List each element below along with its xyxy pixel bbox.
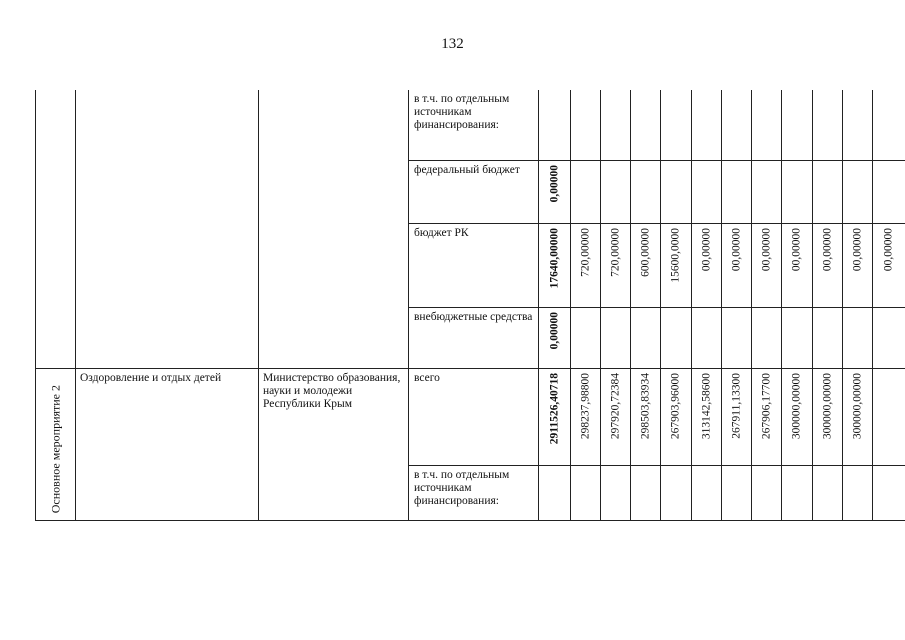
value-cell: 17640,00000 bbox=[539, 223, 571, 307]
value-cell bbox=[813, 465, 843, 520]
value-cell bbox=[571, 90, 601, 160]
value-cell bbox=[631, 307, 661, 368]
value-cell bbox=[722, 90, 752, 160]
value-cell bbox=[752, 90, 782, 160]
value-cell: 00,00000 bbox=[752, 223, 782, 307]
value-cell bbox=[571, 307, 601, 368]
value-cell bbox=[571, 160, 601, 223]
value-cell bbox=[601, 160, 631, 223]
table-row bbox=[36, 90, 905, 160]
value-cell bbox=[843, 465, 873, 520]
value-cell bbox=[873, 160, 905, 223]
value-cell: 00,00000 bbox=[692, 223, 722, 307]
value-cell bbox=[873, 307, 905, 368]
value-cell bbox=[601, 90, 631, 160]
value-cell bbox=[601, 465, 631, 520]
value-cell: 00,00000 bbox=[782, 223, 813, 307]
value-cell bbox=[571, 465, 601, 520]
value-cell bbox=[692, 307, 722, 368]
event-name-cell-continued bbox=[76, 90, 259, 368]
value-cell bbox=[722, 160, 752, 223]
source-label: бюджет РК bbox=[409, 223, 539, 307]
value-cell bbox=[692, 90, 722, 160]
budget-table bbox=[35, 90, 905, 521]
value-cell bbox=[843, 307, 873, 368]
value-cell: 267906,17700 bbox=[752, 368, 782, 465]
value-cell: 300000,00000 bbox=[813, 368, 843, 465]
value-cell: 267903,96000 bbox=[661, 368, 692, 465]
value-cell: 600,00000 bbox=[631, 223, 661, 307]
value-cell bbox=[692, 465, 722, 520]
value-cell bbox=[661, 160, 692, 223]
source-label: всего bbox=[409, 368, 539, 465]
value-cell: 297920,72384 bbox=[601, 368, 631, 465]
value-cell: 720,00000 bbox=[601, 223, 631, 307]
value-cell: 0,00000 bbox=[539, 160, 571, 223]
event-name: Оздоровление и отдых детей bbox=[76, 368, 259, 520]
value-cell: 298503,83934 bbox=[631, 368, 661, 465]
value-cell: 00,00000 bbox=[873, 223, 905, 307]
value-cell bbox=[601, 307, 631, 368]
row-label-cell bbox=[36, 368, 76, 520]
value-cell bbox=[843, 90, 873, 160]
value-cell: 300000,00000 bbox=[843, 368, 873, 465]
page-number: 132 bbox=[441, 36, 464, 52]
value-cell bbox=[813, 307, 843, 368]
table-row bbox=[36, 368, 905, 465]
value-cell bbox=[813, 90, 843, 160]
row-label: Основное мероприятие 2 bbox=[48, 385, 62, 514]
value-cell: 298237,98800 bbox=[571, 368, 601, 465]
value-cell: 313142,58600 bbox=[692, 368, 722, 465]
value-cell bbox=[631, 465, 661, 520]
source-label: внебюджетные средства bbox=[409, 307, 539, 368]
value-cell bbox=[782, 465, 813, 520]
source-label: в т.ч. по отдельным источникам финансирования: bbox=[409, 90, 539, 160]
value-cell bbox=[539, 90, 571, 160]
value-cell bbox=[752, 307, 782, 368]
value-cell bbox=[873, 368, 905, 465]
value-cell: 300000,00000 bbox=[782, 368, 813, 465]
value-cell bbox=[752, 465, 782, 520]
value-cell bbox=[782, 307, 813, 368]
row-label-cell-continued bbox=[36, 90, 76, 368]
value-cell bbox=[873, 465, 905, 520]
value-cell: 267911,13300 bbox=[722, 368, 752, 465]
value-cell: 720,00000 bbox=[571, 223, 601, 307]
value-cell bbox=[661, 465, 692, 520]
value-cell bbox=[782, 160, 813, 223]
value-cell bbox=[782, 90, 813, 160]
value-cell bbox=[752, 160, 782, 223]
executor-name: Министерство образования, науки и молодежи Республики Крым bbox=[259, 368, 409, 520]
value-cell: 0,00000 bbox=[539, 307, 571, 368]
value-cell bbox=[873, 90, 905, 160]
value-cell bbox=[722, 307, 752, 368]
value-cell: 00,00000 bbox=[722, 223, 752, 307]
value-cell bbox=[813, 160, 843, 223]
executor-cell-continued bbox=[259, 90, 409, 368]
source-label: федеральный бюджет bbox=[409, 160, 539, 223]
value-cell: 00,00000 bbox=[813, 223, 843, 307]
value-cell bbox=[661, 90, 692, 160]
value-cell bbox=[843, 160, 873, 223]
value-cell bbox=[692, 160, 722, 223]
value-cell bbox=[539, 465, 571, 520]
value-cell bbox=[631, 90, 661, 160]
value-cell: 00,00000 bbox=[843, 223, 873, 307]
value-cell bbox=[661, 307, 692, 368]
value-cell bbox=[722, 465, 752, 520]
value-cell bbox=[631, 160, 661, 223]
value-cell: 2911526,40718 bbox=[539, 368, 571, 465]
source-label: в т.ч. по отдельным источникам финансирования: bbox=[409, 465, 539, 520]
value-cell: 15600,0000 bbox=[661, 223, 692, 307]
